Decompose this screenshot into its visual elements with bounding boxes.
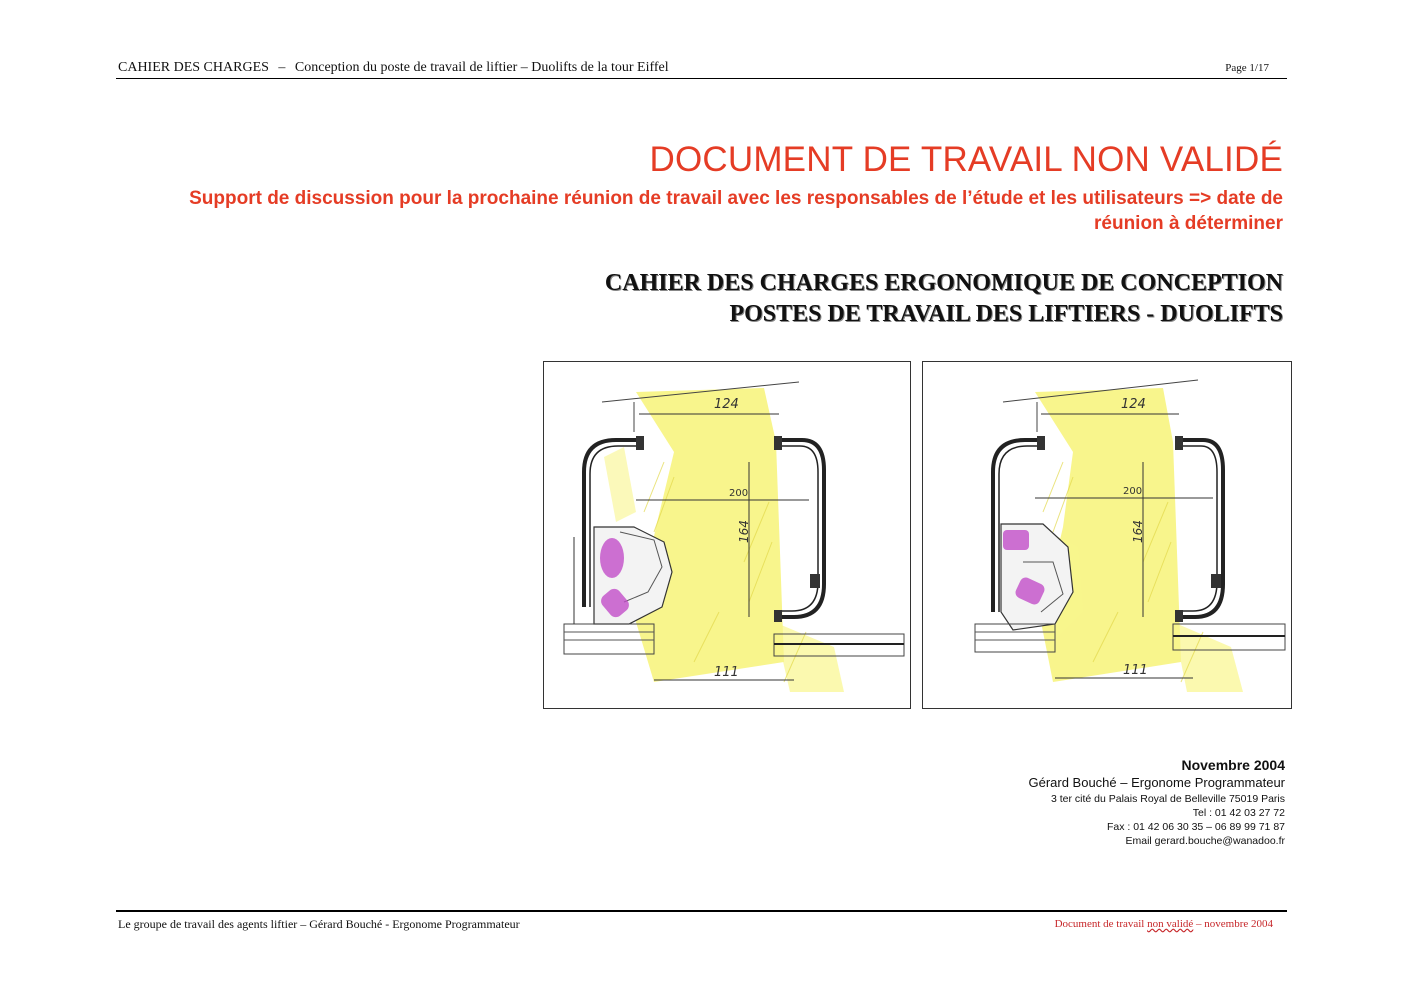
header-separator: – <box>278 60 286 75</box>
header-title: CAHIER DES CHARGES <box>118 60 269 75</box>
floor-plan-drawing-1 <box>543 361 911 709</box>
dim-width-label: 200 <box>1123 486 1143 497</box>
running-header <box>118 60 669 76</box>
footer-credit: Le groupe de travail des agents liftier – Gérard Bouché - Ergonome Programmateur <box>118 917 520 931</box>
dim-height-label: 164 <box>737 520 751 543</box>
footer-rule <box>116 910 1287 912</box>
footer-status-prefix: Document de travail <box>1054 918 1148 930</box>
author-contact-block <box>1028 756 1285 848</box>
dim-height-label: 164 <box>1131 520 1145 543</box>
document-date: Novembre 2004 <box>1181 757 1285 773</box>
floor-plan-drawing-2 <box>922 361 1292 709</box>
document-title-line-2: POSTES DE TRAVAIL DES LIFTIERS - DUOLIFTS <box>729 301 1283 327</box>
header-subtitle: Conception du poste de travail de liftier – Duolifts de la tour Eiffel <box>294 60 669 75</box>
author-address: 3 ter cité du Palais Royal de Belleville 75019 Paris <box>1050 793 1285 805</box>
author-phone: Tel : 01 42 03 27 72 <box>1192 807 1285 819</box>
author-name: Gérard Bouché – Ergonome Programmateur <box>1028 775 1285 790</box>
draft-warning-subtitle: Support de discussion pour la prochaine réunion de travail avec les responsables de l’étude et les utilisateurs => date de réunion à déterminer <box>189 188 1283 234</box>
floor-plan-svg-2 <box>923 362 1291 708</box>
dim-bottom-label: 111 <box>1123 663 1148 678</box>
dim-bottom-label: 111 <box>714 665 739 680</box>
draft-warning-title: DOCUMENT DE TRAVAIL NON VALIDÉ <box>649 140 1283 179</box>
header-rule <box>116 78 1287 79</box>
seat-1-icon <box>1003 530 1029 550</box>
floor-plan-svg-1 <box>544 362 910 708</box>
page-number: Page 1/17 <box>1225 62 1269 74</box>
document-title-line-1: CAHIER DES CHARGES ERGONOMIQUE DE CONCEPTION <box>604 270 1283 296</box>
author-fax: Fax : 01 42 06 30 35 – 06 89 99 71 87 <box>1106 821 1285 833</box>
seat-1-icon <box>600 538 624 578</box>
footer-status-suffix: – novembre 2004 <box>1193 918 1273 930</box>
document-title <box>605 268 1283 330</box>
author-email[interactable]: Email gerard.bouche@wanadoo.fr <box>1125 835 1285 847</box>
dim-width-label: 200 <box>729 488 749 499</box>
dim-top-label: 124 <box>714 397 739 412</box>
dim-top-label: 124 <box>1121 397 1146 412</box>
footer-status-flag: non validé <box>1147 918 1194 930</box>
footer-status <box>1055 918 1273 930</box>
